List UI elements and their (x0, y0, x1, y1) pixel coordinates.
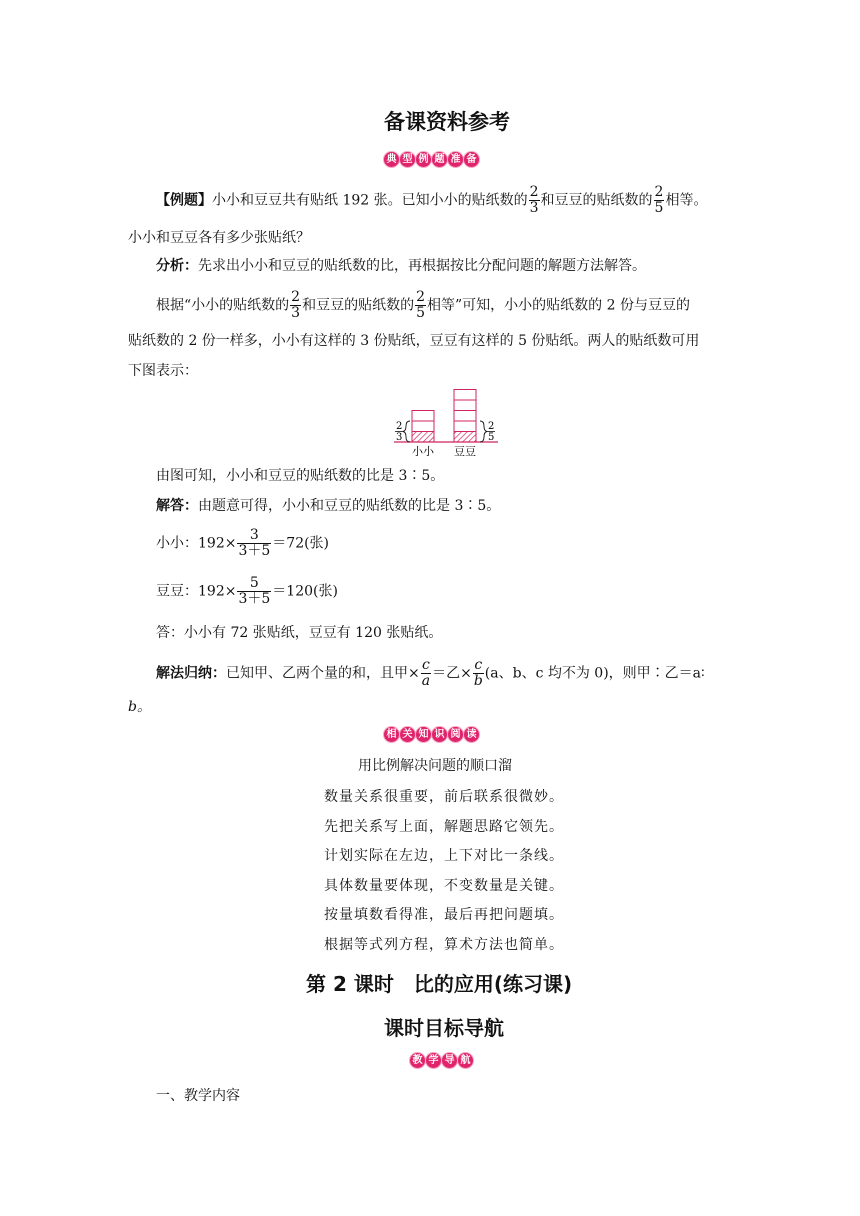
reading-badge-char: 阅 (448, 727, 463, 742)
teaching-badge-char: 学 (426, 1053, 441, 1068)
poem-line: 根据等式列方程，算术方法也简单。 (324, 936, 564, 953)
doudou-block (454, 390, 476, 401)
left-fraction-den: 3 (396, 432, 403, 443)
diagram-conclusion: 由图可知，小小和豆豆的贴纸数的比是 3∶5。 (156, 468, 445, 484)
fraction: $\frac{3}{3+5}$ (238, 527, 271, 559)
method-label: 解法归纳： (156, 665, 226, 682)
calc-doudou: 豆豆：192× $\frac{5}{3+5}$ ＝120(张) (156, 575, 338, 607)
fraction: $\frac{2}{5}$ (416, 289, 426, 321)
fraction: $\frac{5}{3+5}$ (238, 575, 271, 607)
method-summary: 解法归纳：已知甲、乙两个量的和，且甲× $\frac{c}{a}$ ＝乙× $\frac{c}{b}$ (a、b、c 均不为 0)，则甲∶乙＝a∶ (156, 657, 705, 689)
doudou-block (454, 421, 476, 432)
example-section-badge (384, 152, 479, 167)
analysis-paragraph-line2: 贴纸数的 2 份一样多，小小有这样的 3 份贴纸，豆豆有这样的 5 份贴纸。两人的贴纸数可用 (128, 333, 700, 349)
doudou-block (454, 411, 476, 422)
reading-badge-char: 相 (384, 727, 399, 742)
left-bar-label: 小小 (412, 445, 434, 458)
example-text: 小小和豆豆共有贴纸 192 张。已知小小的贴纸数的 (212, 192, 528, 209)
analysis-paragraph-line3: 下图表示： (128, 363, 198, 379)
poem-line: 先把关系写上面，解题思路它领先。 (324, 818, 564, 835)
fraction: $\frac{2}{5}$ (654, 184, 664, 216)
lesson-subtitle: 课时目标导航 (384, 1016, 504, 1040)
xiaoxiao-block (412, 432, 434, 443)
xiaoxiao-block (412, 421, 434, 432)
reading-badge-char: 关 (400, 727, 415, 742)
reading-title: 用比例解决问题的顺口溜 (358, 758, 512, 774)
reading-badge-char: 读 (464, 727, 479, 742)
poem-line: 具体数量要体现，不变数量是关键。 (324, 877, 564, 894)
right-fraction-den: 5 (488, 432, 495, 443)
example-question (156, 185, 707, 216)
poem-line: 数量关系很重要，前后联系很微妙。 (324, 789, 564, 805)
example-badge-char: 型 (400, 152, 415, 167)
teaching-badge-char: 教 (410, 1053, 425, 1068)
poem-line: 计划实际在左边，上下对比一条线。 (324, 848, 564, 864)
bar-model-diagram (390, 384, 502, 460)
teaching-badge-char: 航 (458, 1053, 473, 1068)
analysis-label: 分析： (156, 258, 198, 274)
reading-badge-char: 识 (432, 727, 447, 742)
doudou-block (454, 400, 476, 411)
analysis-paragraph: 根据“小小的贴纸数的 $\frac{2}{3}$ 和豆豆的贴纸数的 $\frac{2}{5}$ 相等”可知，小小的贴纸数的 2 份与豆豆的 (156, 289, 690, 321)
example-text: 和豆豆的贴纸数的 (540, 192, 653, 209)
calc-xiaoxiao: 小小：192× $\frac{3}{3+5}$ ＝72(张) (156, 527, 330, 559)
fraction: $\frac{c}{b}$ (473, 657, 483, 689)
left-fraction-num: 2 (396, 421, 403, 432)
example-badge-char: 准 (448, 152, 463, 167)
example-badge-char: 典 (384, 152, 399, 167)
page-title: 备课资料参考 (384, 110, 510, 134)
right-fraction-num: 2 (488, 421, 495, 432)
doudou-block (454, 432, 476, 443)
reading-section-badge (384, 727, 479, 742)
answer-line: 解答：由题意可得，小小和豆豆的贴纸数的比是 3∶5。 (156, 498, 501, 514)
example-question-line2: 小小和豆豆各有多少张贴纸？ (128, 230, 310, 246)
fraction: $\frac{c}{a}$ (421, 657, 431, 689)
final-answer: 答：小小有 72 张贴纸，豆豆有 120 张贴纸。 (156, 625, 443, 641)
example-badge-char: 备 (464, 152, 479, 167)
analysis-line (156, 256, 646, 276)
analysis-text: 先求出小小和豆豆的贴纸数的比，再根据按比分配问题的解题方法解答。 (198, 258, 646, 274)
fraction: $\frac{2}{3}$ (291, 289, 301, 321)
method-summary-line2: b。 (128, 699, 151, 715)
right-bar-label: 豆豆 (454, 445, 476, 458)
reading-badge-char: 知 (416, 727, 431, 742)
teaching-nav-badge (410, 1053, 473, 1068)
example-badge-char: 题 (432, 152, 447, 167)
xiaoxiao-block (412, 411, 434, 422)
example-label: 【例题】 (156, 192, 212, 209)
example-text: 相等。 (665, 192, 708, 209)
answer-label: 解答： (156, 498, 198, 514)
example-badge-char: 例 (416, 152, 431, 167)
section-teaching-content: 一、教学内容 (156, 1088, 240, 1104)
fraction: $\frac{2}{3}$ (529, 184, 539, 216)
lesson-title: 第 2 课时 比的应用(练习课) (306, 972, 573, 996)
teaching-badge-char: 导 (442, 1053, 457, 1068)
poem-line: 按量填数看得准，最后再把问题填。 (324, 907, 564, 923)
